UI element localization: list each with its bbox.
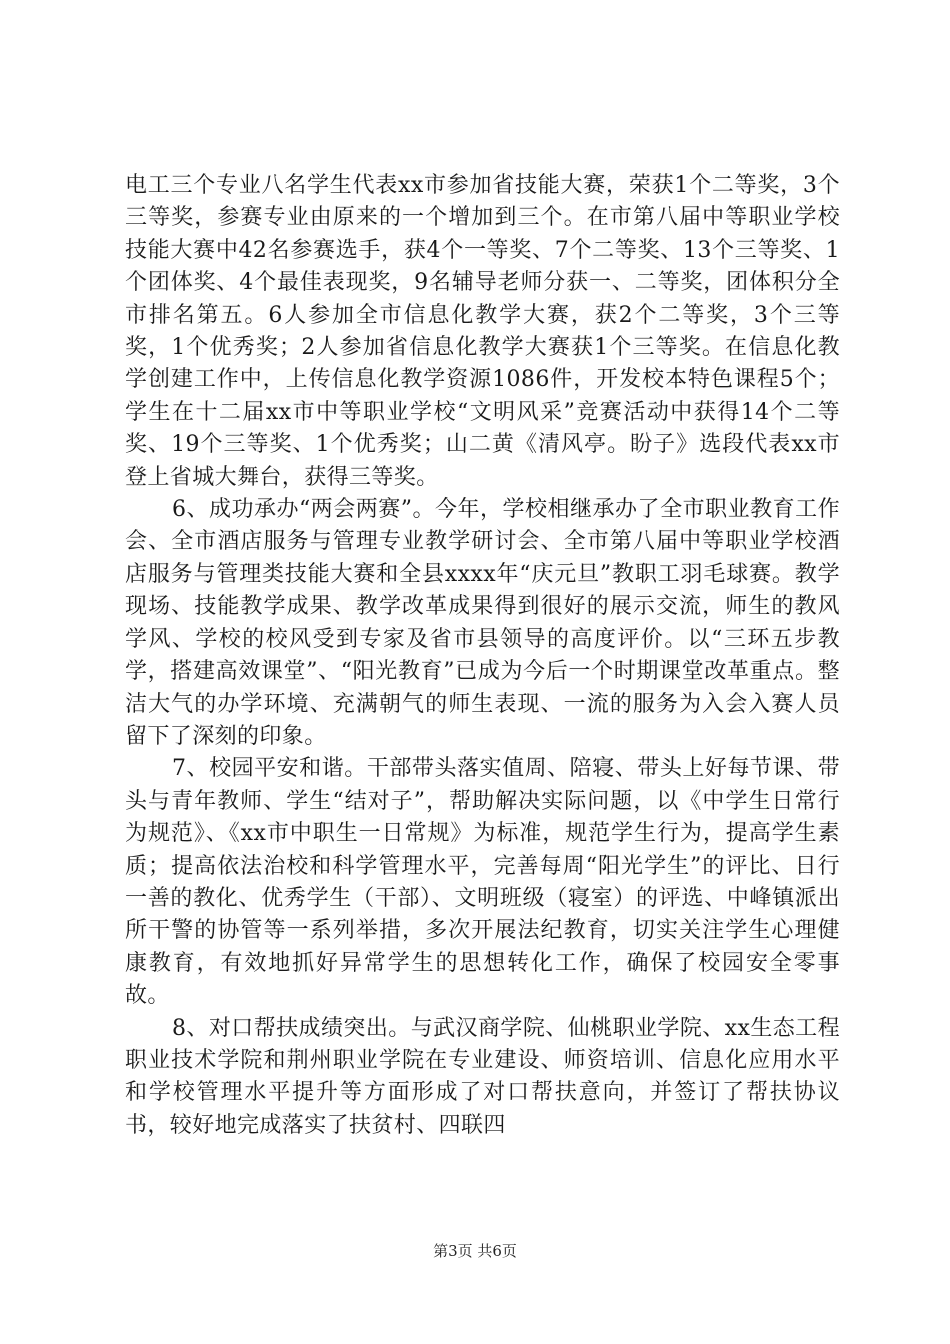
paragraph-item-7: 7、校园平安和谐。干部带头落实值周、陪寝、带头上好每节课、带头与青年教师、学生“结对子”，帮助解决实际问题，以《中学生日常行为规范》、《xx市中职生一日常规》为标准，规范学生行为，提高学生素质；提高依法治校和科学管理水平，完善每周“阳光学生”的评比、日行一善的教化、优秀学生（干部）、文明班级（寝室）的评选、中峰镇派出所干警的协管等一系列举措，多次开展法纪教育，切实关注学生心理健康教育，有效地抓好异常学生的思想转化工作，确保了校园安全零事故。: [125, 756, 840, 1009]
document-body: [125, 170, 840, 1142]
paragraph-item-8: 8、对口帮扶成绩突出。与武汉商学院、仙桃职业学院、xx生态工程职业技术学院和荆州职业学院在专业建设、师资培训、信息化应用水平和学校管理水平提升等方面形成了对口帮扶意向，并签订了帮扶协议书，较好地完成落实了扶贫村、四联四: [125, 1015, 840, 1138]
paragraph-awards-continued: 电工三个专业八名学生代表xx市参加省技能大赛，荣获1个二等奖，3个三等奖，参赛专业由原来的一个增加到三个。在市第八届中等职业学校技能大赛中42名参赛选手，获4个一等奖、7个二等奖、13个三等奖、1个团体奖、4个最佳表现奖，9名辅导老师分获一、二等奖，团体积分全市排名第五。6人参加全市信息化教学大赛，获2个二等奖，3个三等奖，1个优秀奖；2人参加省信息化教学大赛获1个三等奖。在信息化教学创建工作中，上传信息化教学资源1086件，开发校本特色课程5个；学生在十二届xx市中等职业学校“文明风采”竞赛活动中获得14个二等奖、19个三等奖、1个优秀奖；山二黄《清风亭。盼子》选段代表xx市登上省城大舞台，获得三等奖。: [125, 173, 840, 490]
page-footer: 第3页 共6页: [433, 1242, 517, 1260]
paragraph-item-6: 6、成功承办“两会两赛”。今年，学校相继承办了全市职业教育工作会、全市酒店服务与管理专业教学研讨会、全市第八届中等职业学校酒店服务与管理类技能大赛和全县xxxx年“庆元旦”教职工羽毛球赛。教学现场、技能教学成果、教学改革成果得到很好的展示交流，师生的教风学风、学校的校风受到专家及省市县领导的高度评价。以“三环五步教学，搭建高效课堂”、“阳光教育”已成为今后一个时期课堂改革重点。整洁大气的办学环境、充满朝气的师生表现、一流的服务为入会入赛人员留下了深刻的印象。: [125, 497, 840, 749]
